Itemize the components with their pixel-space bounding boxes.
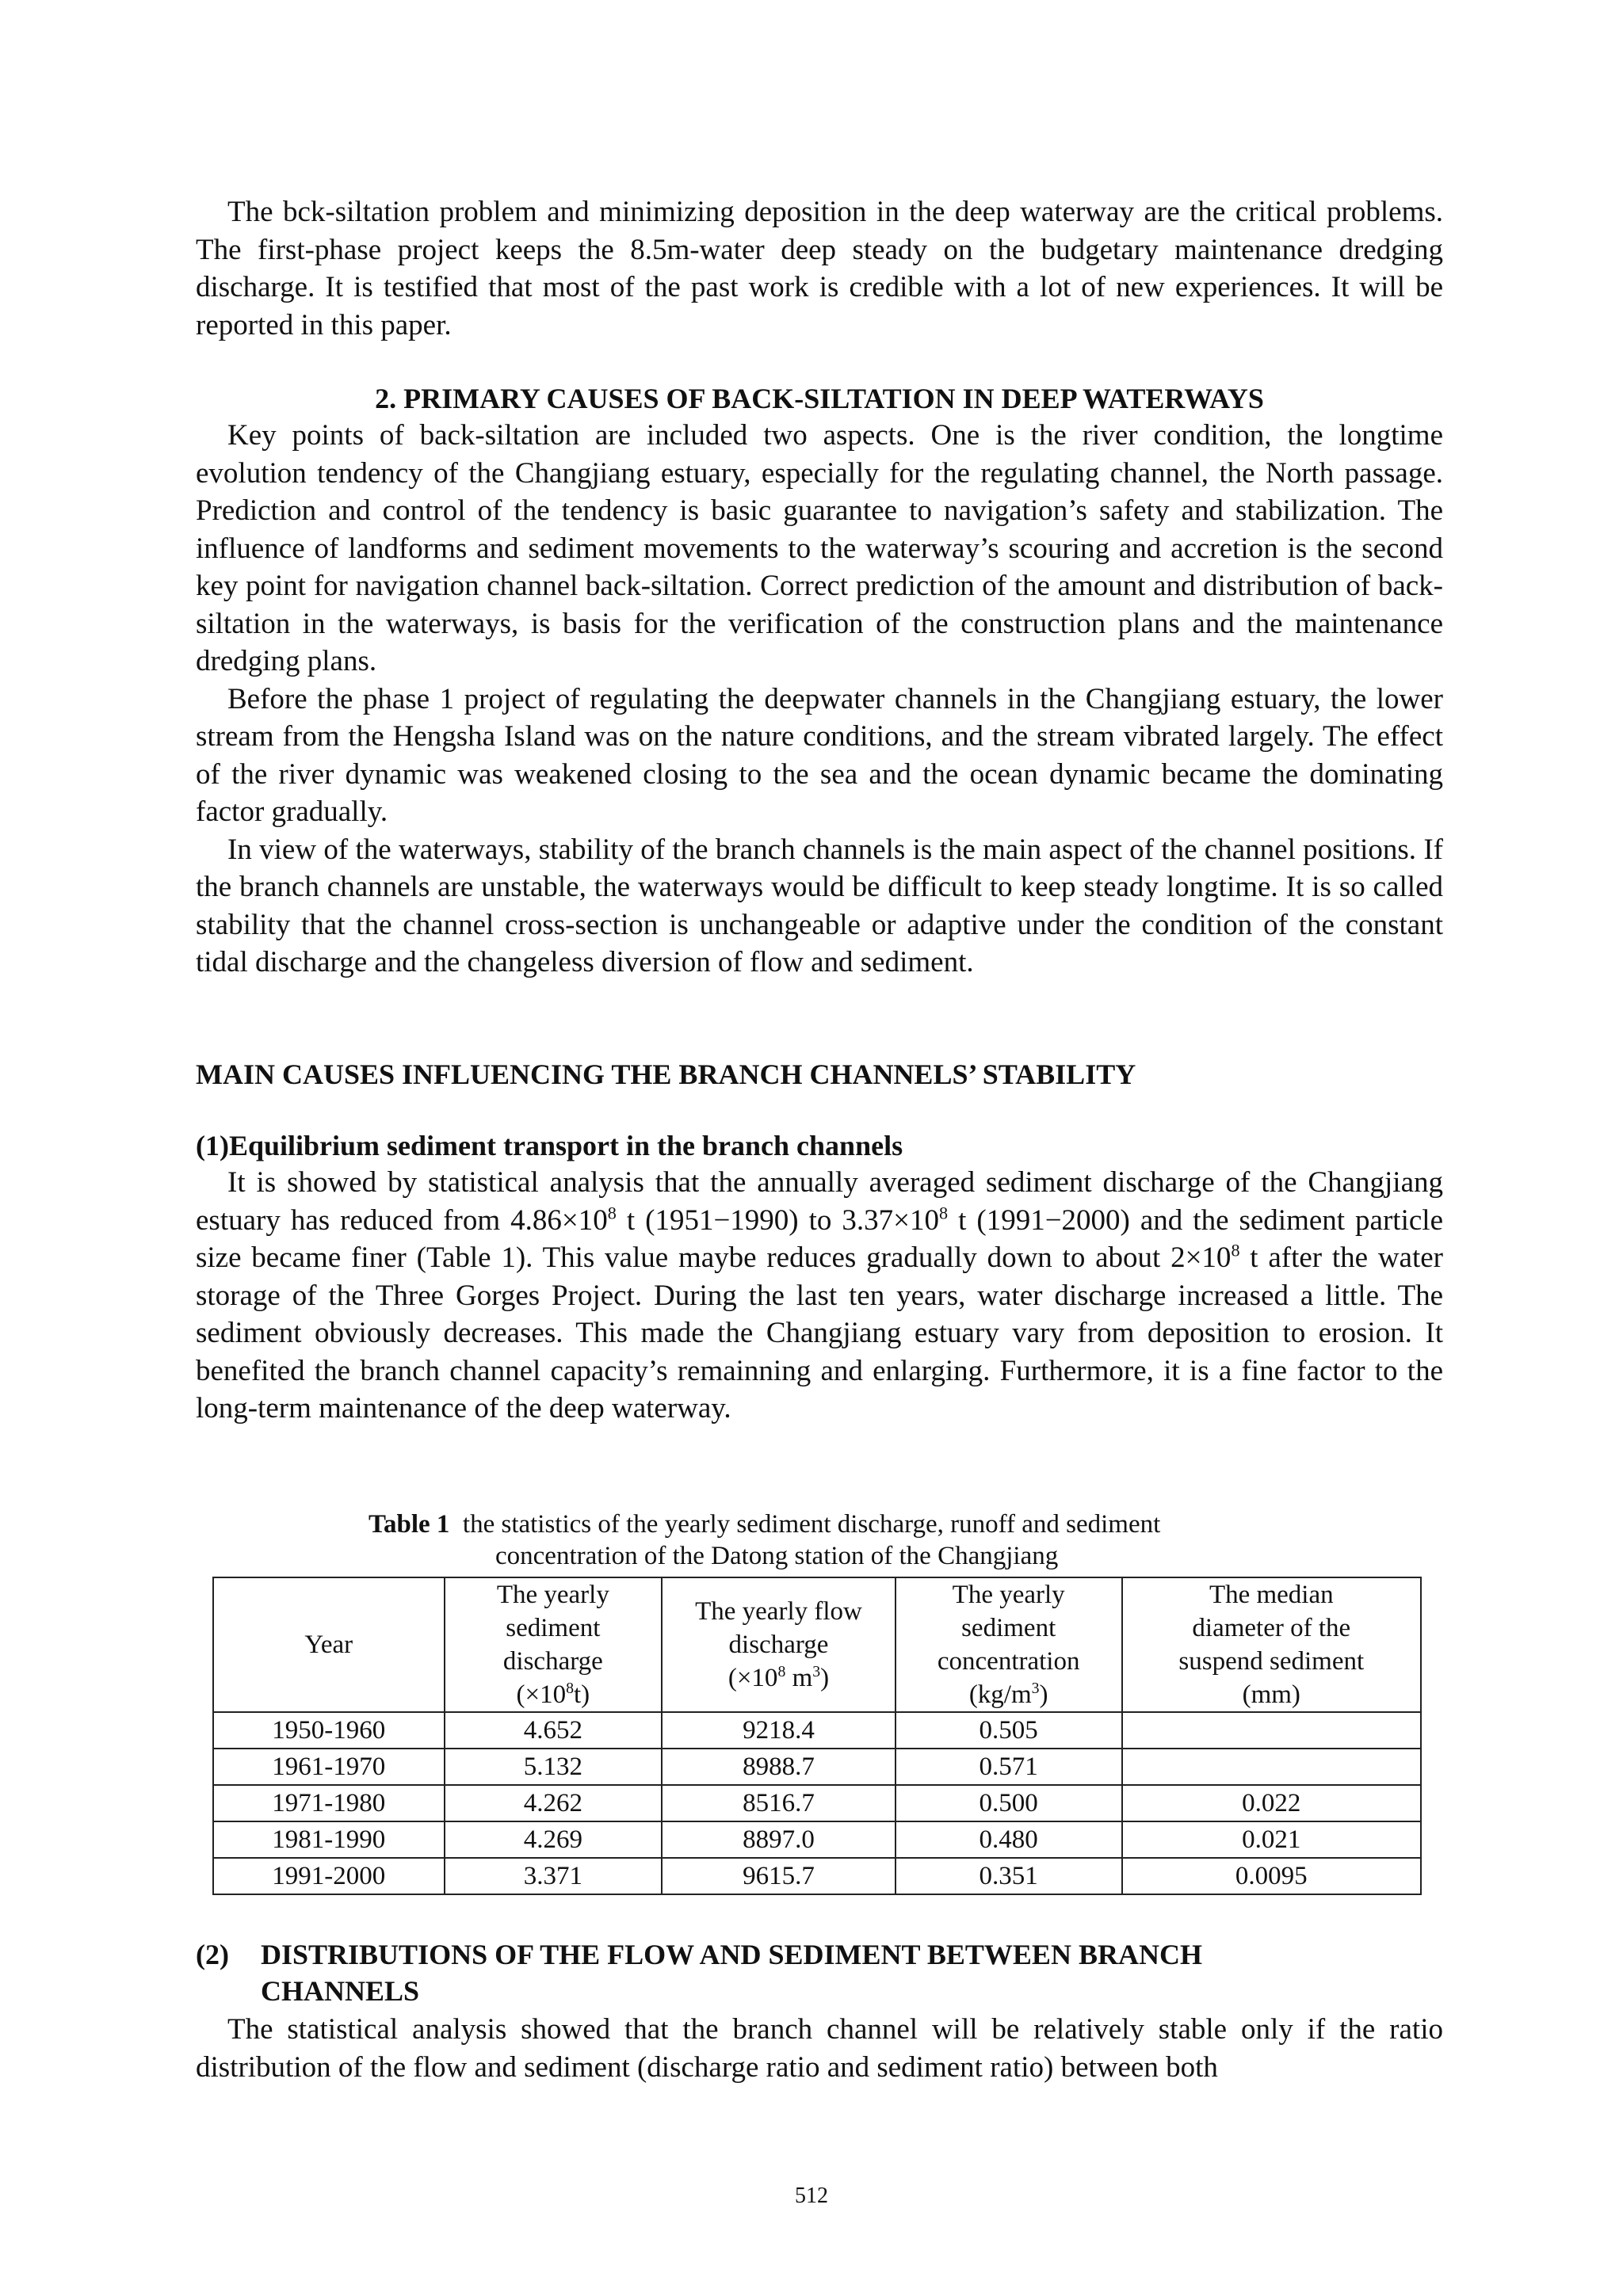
header-year: Year (213, 1577, 445, 1712)
cell-sediment: 4.262 (445, 1785, 663, 1821)
header-sediment-concentration: The yearly sediment concentration $(kg/m^3)$ (896, 1577, 1122, 1712)
table-1-caption-line-2: concentration of the Datong station of the Changjiang (495, 1542, 1059, 1570)
cell-sediment: 5.132 (445, 1749, 663, 1785)
cell-concentration: 0.571 (896, 1749, 1122, 1785)
section-2-paragraph-1: Key points of back-siltation are included two aspects. One is the river condition, the longtime evolution tendency of the Changjiang estuary, especially for the regulating channel, the North passage. Prediction and control of the tendency is basic guarantee to navigation’s safety and stabilization. The influence of landforms and sediment movements to the waterway’s scouring and accretion is the second key point for navigation channel back-siltation. Correct prediction of the amount and distribution of back-siltation in the waterways, is basis for the verification of the construction plans and the maintenance dredging plans. (196, 419, 1443, 677)
cell-year: 1950-1960 (213, 1712, 445, 1749)
cell-concentration: 0.500 (896, 1785, 1122, 1821)
cell-year: 1961-1970 (213, 1749, 445, 1785)
section-2-body (196, 417, 1443, 982)
table-row (213, 1785, 1421, 1821)
page-number: 512 (795, 2183, 828, 2208)
intro-paragraph-block (196, 193, 1443, 344)
cell-concentration: 0.505 (896, 1712, 1122, 1749)
cell-concentration: 0.351 (896, 1858, 1122, 1894)
cell-year: 1981-1990 (213, 1821, 445, 1858)
subsection-1-heading: (1)Equilibrium sediment transport in the branch channels (196, 1130, 903, 1161)
table-1-caption-line-1: Table 1 the statistics of the yearly sediment discharge, runoff and sediment (369, 1510, 1161, 1539)
table-row (213, 1858, 1421, 1894)
cell-concentration: 0.480 (896, 1821, 1122, 1858)
header-flow-discharge: The yearly flow discharge ($\times 10^8$ $m^3$) (662, 1577, 896, 1712)
cell-year: 1971-1980 (213, 1785, 445, 1821)
cell-flow: 9615.7 (662, 1858, 896, 1894)
subsection-2-body (196, 2011, 1443, 2086)
cell-sediment: 4.269 (445, 1821, 663, 1858)
cell-sediment: 4.652 (445, 1712, 663, 1749)
table-1-caption (369, 1508, 1280, 1572)
subsection-2-title-line-2: CHANNELS (261, 1975, 420, 2007)
section-2-title: 2. PRIMARY CAUSES OF BACK-SILTATION IN DEEP WATERWAYS (375, 383, 1264, 414)
section-2-paragraph-3: In view of the waterways, stability of the branch channels is the main aspect of the channel positions. If the branch channels are unstable, the waterways would be difficult to keep steady longtime. It is so called stability that the channel cross-section is unchangeable or adaptive under the condition of the constant tidal discharge and the changeless diversion of flow and sediment. (196, 833, 1443, 978)
cell-year: 1991-2000 (213, 1858, 445, 1894)
subsection-2-paragraph: The statistical analysis showed that the branch channel will be relatively stable only if the ratio distribution of the flow and sediment (discharge ratio and sediment ratio) between both (196, 2013, 1443, 2084)
subsection-2-number: (2) (196, 1939, 229, 1970)
subsection-1-paragraph: It is showed by statistical analysis that the annually averaged sediment discharge of the Changjiang estuary has reduced from $4.86\times 10^8$ t (1951−1990) to $3.37\times 10^8$ t (1991−2000) and the sediment particle size became finer (Table 1). This value maybe reduces gradually down to about $2\times 10^8$ t after the water storage of the Three Gorges Project. During the last ten years, water discharge increased a little. The sediment obviously decreases. This made the Changjiang estuary vary from deposition to erosion. It benefited the branch channel capacity’s remainning and enlarging. Furthermore, it is a fine factor to the long-term maintenance of the deep waterway. (196, 1166, 1443, 1425)
table-1-label: Table 1 (369, 1510, 450, 1539)
cell-median: 0.022 (1122, 1785, 1421, 1821)
header-median-diameter: The median diameter of the suspend sediment (mm) (1122, 1577, 1421, 1712)
header-sediment-discharge: The yearly sediment discharge $(\times 10^8t)$ (445, 1577, 663, 1712)
subsection-1-body (196, 1164, 1443, 1428)
section-2-paragraph-2: Before the phase 1 project of regulating the deepwater channels in the Changjiang estuary, the lower stream from the Hengsha Island was on the nature conditions, and the stream vibrated largely. The effect of the river dynamic was weakened closing to the sea and the ocean dynamic became the dominating factor gradually. (196, 682, 1443, 828)
main-causes-heading: MAIN CAUSES INFLUENCING THE BRANCH CHANNELS’ STABILITY (196, 1058, 1136, 1090)
cell-flow: 9218.4 (662, 1712, 896, 1749)
cell-median (1122, 1712, 1421, 1749)
subsection-2-title-line-1: DISTRIBUTIONS OF THE FLOW AND SEDIMENT BETWEEN BRANCH (261, 1939, 1202, 1970)
cell-flow: 8988.7 (662, 1749, 896, 1785)
table-header-row (213, 1577, 1421, 1712)
table-row (213, 1821, 1421, 1858)
cell-median: 0.021 (1122, 1821, 1421, 1858)
table-1 (212, 1577, 1422, 1895)
cell-flow: 8516.7 (662, 1785, 896, 1821)
cell-sediment: 3.371 (445, 1858, 663, 1894)
cell-median (1122, 1749, 1421, 1785)
intro-paragraph: The bck-siltation problem and minimizing deposition in the deep waterway are the critical problems. The first-phase project keeps the 8.5m-water deep steady on the budgetary maintenance dredging discharge. It is testified that most of the past work is credible with a lot of new experiences. It will be reported in this paper. (196, 196, 1443, 341)
cell-median: 0.0095 (1122, 1858, 1421, 1894)
table-row (213, 1749, 1421, 1785)
subsection-2-heading (196, 1936, 1443, 2009)
table-row (213, 1712, 1421, 1749)
cell-flow: 8897.0 (662, 1821, 896, 1858)
